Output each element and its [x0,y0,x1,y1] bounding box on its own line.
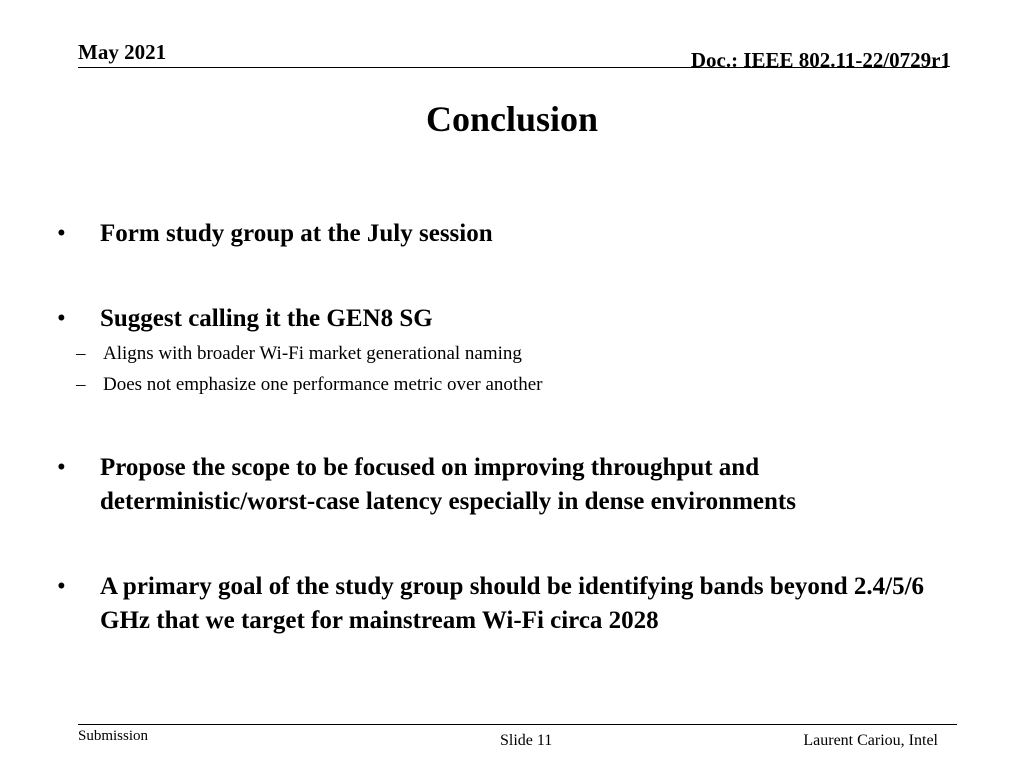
bullet-item [57,451,980,519]
dash-icon: – [76,374,86,395]
bullet-icon: • [57,573,66,600]
sub-bullet-text: Does not emphasize one performance metric over another [103,374,543,395]
footer-slide-number: Slide 11 [500,732,553,749]
bullet-icon: • [57,454,66,481]
header-divider [78,67,947,68]
footer-submission: Submission [78,728,149,744]
footer-author: Laurent Cariou, Intel [803,732,938,749]
bullet-text: Suggest calling it the GEN8 SG [100,305,433,332]
bullet-text: Propose the scope to be focused on improving throughput and deterministic/worst-case latency especially in dense environments [100,454,796,515]
slide-title: Conclusion [425,99,599,139]
bullet-item [57,217,980,251]
dash-icon: – [76,343,86,364]
sub-bullet-item [76,341,963,367]
bullet-item [57,302,980,336]
bullet-item [57,570,980,638]
bullet-icon: • [57,305,66,332]
bullet-text: A primary goal of the study group should be identifying bands beyond 2.4/5/6 GHz that we target for mainstream Wi-Fi circa 2028 [100,573,925,634]
bullet-icon: • [57,220,66,247]
sub-bullet-item [76,372,963,398]
bullet-text: Form study group at the July session [100,220,493,247]
header-doc-id: Doc.: IEEE 802.11-22/0729r1 [690,48,951,72]
header-date: May 2021 [78,40,167,64]
sub-bullet-text: Aligns with broader Wi-Fi market generational naming [103,343,522,364]
footer-divider [78,724,957,725]
